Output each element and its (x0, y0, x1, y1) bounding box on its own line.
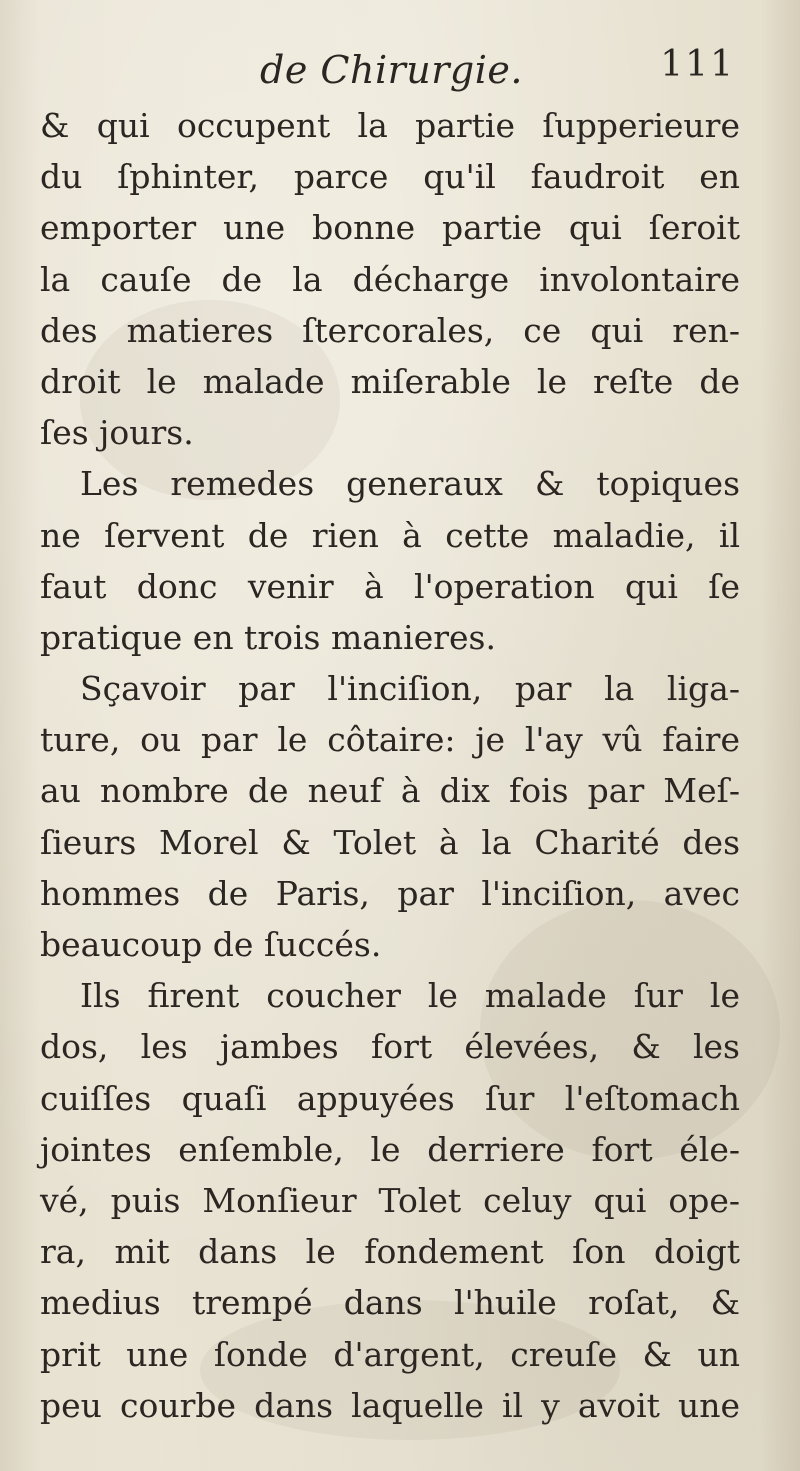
text-line: du ſphinter, parce qu'il faudroit en (40, 157, 740, 197)
text-line: beaucoup de ſuccés. (40, 925, 382, 964)
text-line: Sçavoir par l'inciſion, par la liga- (80, 669, 740, 709)
page-header (40, 38, 745, 98)
text-line: jointes enſemble, le derriere fort éle- (40, 1129, 740, 1169)
text-line: ſieurs Morel & Tolet à la Charité des (40, 822, 740, 862)
text-line: vé, puis Monſieur Tolet celuy qui ope- (40, 1180, 740, 1220)
text-line: Ils firent coucher le malade ſur le (80, 976, 740, 1016)
text-line: ne ſervent de rien à cette maladie, il (40, 515, 740, 555)
page-number: 111 (660, 44, 735, 85)
body-text (40, 100, 740, 1431)
text-line: ſes jours. (40, 413, 194, 453)
text-line: droit le malade miſerable le reſte de (40, 361, 740, 401)
text-line: pratique en trois manieres. (40, 617, 496, 657)
text-line: la cauſe de la décharge involontaire (40, 259, 740, 299)
text-line: ra, mit dans le fondement ſon doigt (40, 1232, 740, 1272)
text-line: des matieres ſtercorales, ce qui ren- (40, 310, 740, 350)
text-line: faut donc venir à l'operation qui ſe (40, 566, 740, 606)
text-line: peu courbe dans laquelle il y avoit une (40, 1385, 740, 1425)
text-line: Les remedes generaux & topiques (80, 464, 740, 504)
text-line: hommes de Paris, par l'inciſion, avec (40, 873, 740, 913)
text-line: & qui occupent la partie ſupperieure (40, 106, 740, 145)
text-line: dos, les jambes fort élevées, & les (40, 1027, 740, 1067)
text-line: cuiſſes quaſi appuyées ſur l'eſtomach (40, 1078, 740, 1118)
text-line: au nombre de neuf à dix fois par Meſ- (40, 771, 740, 811)
text-line: emporter une bonne partie qui ſeroit (40, 208, 740, 248)
text-line: prit une ſonde d'argent, creuſe & un (40, 1334, 740, 1374)
text-line: medius trempé dans l'huile roſat, & (40, 1283, 740, 1323)
running-title: de Chirurgie. (260, 48, 523, 92)
text-line: ture, ou par le côtaire: je l'ay vû faire (40, 720, 740, 760)
